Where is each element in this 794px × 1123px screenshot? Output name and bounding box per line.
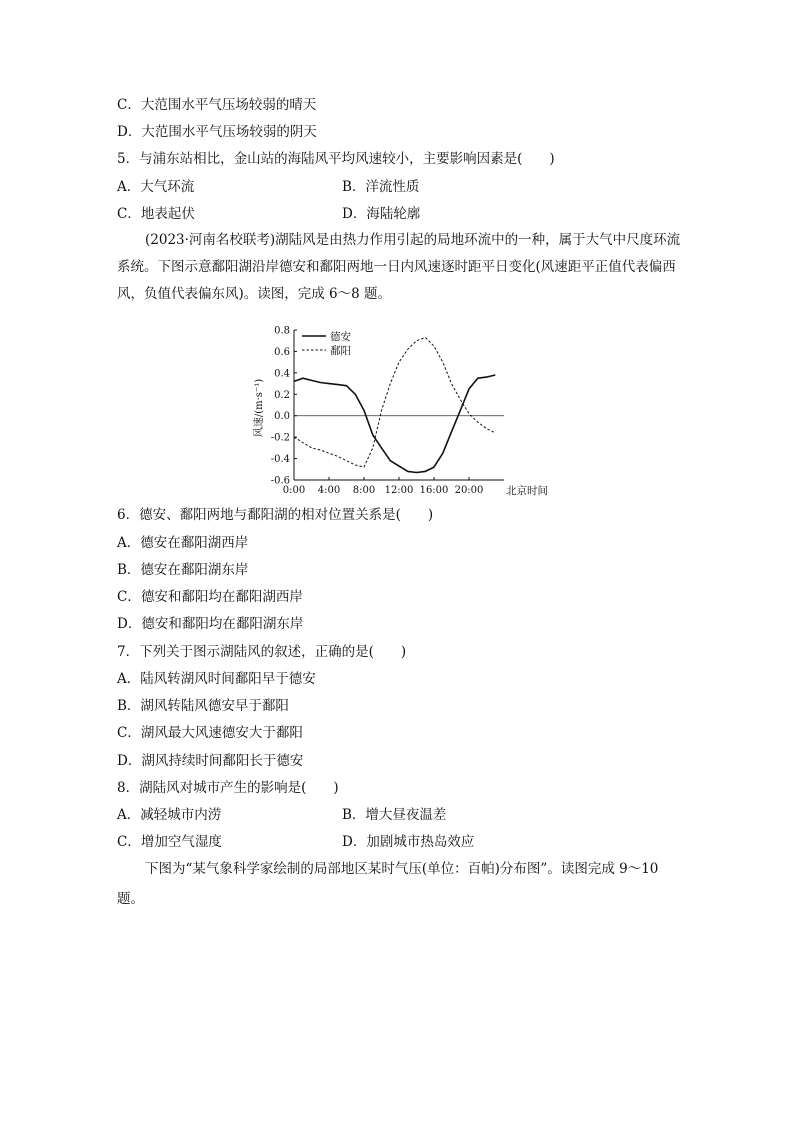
legend-label-1: 鄱阳	[330, 345, 351, 357]
q4-option-c: C．大范围水平气压场较弱的晴天	[117, 97, 317, 113]
chart-axes	[294, 330, 504, 480]
q7-option-c: C．湖风最大风速德安大于鄱阳	[117, 725, 303, 741]
series-line-0	[294, 375, 495, 473]
x-tick-label: 8:00	[352, 485, 376, 496]
y-tick-label: 0.0	[274, 411, 290, 423]
series-line-1	[294, 338, 495, 468]
q4-option-d: D．大范围水平气压场较弱的阴天	[117, 124, 317, 140]
x-tick-label: 4:00	[317, 485, 341, 496]
chart-legend	[302, 330, 351, 357]
y-tick-label: -0.4	[270, 454, 290, 466]
chart-ticks	[271, 326, 484, 497]
x-tick-label: 16:00	[419, 485, 449, 496]
q5-option-c: C．地表起伏	[117, 206, 195, 222]
chart-series	[294, 338, 495, 473]
q6-option-d: D．德安和鄱阳均在鄱阳湖东岸	[117, 616, 304, 632]
x-tick-label: 20:00	[454, 485, 484, 496]
q7-option-a: A．陆风转湖风时间鄱阳早于德安	[117, 671, 316, 687]
q8-option-c: C．增加空气湿度	[117, 834, 222, 850]
x-axis-label: 北京时间	[506, 485, 548, 497]
q8-option-a: A．减轻城市内涝	[117, 807, 222, 823]
legend-label-0: 德安	[330, 331, 351, 343]
y-axis-label: 风速/(m·s⁻¹)	[254, 378, 265, 438]
q5-option-a: A．大气环流	[117, 179, 195, 195]
intro-paragraph-9-10: 下图为“某气象科学家绘制的局部地区某时气压(单位：百帕)分布图”。读图完成 9～10 题。	[117, 861, 659, 907]
q7-stem: 7．下列关于图示湖陆风的叙述，正确的是( )	[117, 644, 407, 660]
y-tick-label: 0.2	[274, 389, 290, 401]
q8-option-d: D．加剧城市热岛效应	[342, 834, 475, 850]
y-tick-label: 0.6	[274, 346, 290, 358]
x-tick-label: 0:00	[282, 485, 306, 496]
q5-option-b: B．洋流性质	[342, 179, 420, 195]
q6-option-a: A．德安在鄱阳湖西岸	[117, 535, 249, 551]
q7-option-d: D．湖风持续时间鄱阳长于德安	[117, 753, 304, 769]
intro-paragraph-6-8: (2023·河南名校联考)湖陆风是由热力作用引起的局地环流中的一种，属于大气中尺度环流系统。下图示意鄱阳湖沿岸德安和鄱阳两地一日内风速逐时距平日变化(风速距平正值代表偏西风，负值代表偏东风)。读图，完成 6～8 题。	[117, 232, 681, 302]
q8-option-b: B．增大昼夜温差	[342, 807, 447, 823]
q5-stem: 5．与浦东站相比，金山站的海陆风平均风速较小，主要影响因素是( )	[117, 151, 555, 167]
wind-speed-anomaly-chart	[250, 322, 550, 498]
q8-stem: 8．湖陆风对城市产生的影响是( )	[117, 780, 339, 796]
q6-stem: 6．德安、鄱阳两地与鄱阳湖的相对位置关系是( )	[117, 507, 434, 523]
y-tick-label: -0.6	[270, 475, 290, 487]
y-tick-label: 0.8	[274, 325, 290, 337]
y-tick-label: 0.4	[274, 368, 290, 380]
x-tick-label: 12:00	[384, 485, 414, 496]
q5-option-d: D．海陆轮廓	[342, 206, 421, 222]
y-tick-label: -0.2	[270, 432, 290, 444]
q6-option-b: B．德安在鄱阳湖东岸	[117, 562, 249, 578]
q7-option-b: B．湖风转陆风德安早于鄱阳	[117, 698, 289, 714]
q6-option-c: C．德安和鄱阳均在鄱阳湖西岸	[117, 589, 303, 605]
